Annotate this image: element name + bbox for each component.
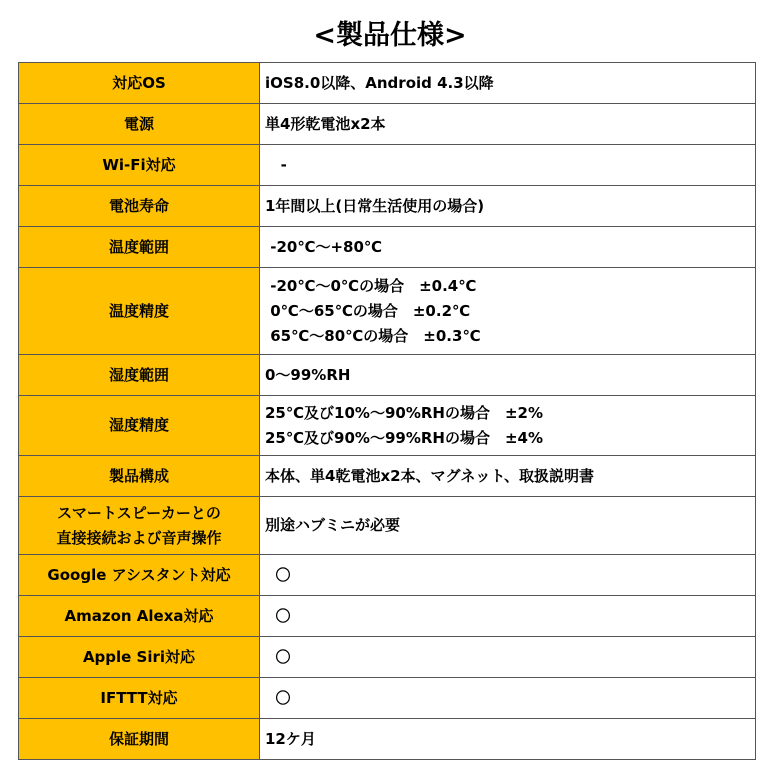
spec-label-os: 対応OS (19, 63, 260, 104)
spec-value-alexa: 〇 (260, 596, 756, 637)
spec-label-smart-speaker: スマートスピーカーとの 直接接続および音声操作 (19, 497, 260, 555)
spec-label-ifttt: IFTTT対応 (19, 678, 260, 719)
spec-label-temp-range: 温度範囲 (19, 227, 260, 268)
table-row (19, 637, 756, 678)
table-row (19, 596, 756, 637)
table-row (19, 396, 756, 456)
table-row (19, 227, 756, 268)
spec-value-temp-range: -20℃～+80℃ (260, 227, 756, 268)
table-row (19, 719, 756, 760)
spec-label-google-assistant: Google アシスタント対応 (19, 555, 260, 596)
spec-value-os: iOS8.0以降、Android 4.3以降 (260, 63, 756, 104)
spec-label-siri: Apple Siri対応 (19, 637, 260, 678)
spec-value-humidity-range: 0～99%RH (260, 355, 756, 396)
spec-label-alexa: Amazon Alexa対応 (19, 596, 260, 637)
table-row (19, 355, 756, 396)
spec-value-wifi: - (260, 145, 756, 186)
table-row (19, 268, 756, 355)
spec-table (18, 62, 756, 760)
spec-label-warranty: 保証期間 (19, 719, 260, 760)
spec-label-temp-accuracy: 温度精度 (19, 268, 260, 355)
table-row (19, 555, 756, 596)
spec-value-google-assistant: 〇 (260, 555, 756, 596)
spec-value-temp-accuracy: -20℃～0℃の場合 ±0.4℃ 0℃～65℃の場合 ±0.2℃ 65℃～80℃の場合 ±0.3℃ (260, 268, 756, 355)
spec-value-humidity-accuracy: 25℃及び10%～90%RHの場合 ±2% 25℃及び90%～99%RHの場合 ±4% (260, 396, 756, 456)
spec-value-battery-life: 1年間以上(日常生活使用の場合) (260, 186, 756, 227)
spec-label-wifi: Wi-Fi対応 (19, 145, 260, 186)
table-row (19, 104, 756, 145)
table-row (19, 456, 756, 497)
spec-label-battery-life: 電池寿命 (19, 186, 260, 227)
table-row (19, 63, 756, 104)
spec-label-power: 電源 (19, 104, 260, 145)
table-row (19, 186, 756, 227)
table-row (19, 497, 756, 555)
spec-label-humidity-range: 湿度範囲 (19, 355, 260, 396)
spec-value-contents: 本体、単4乾電池x2本、マグネット、取扱説明書 (260, 456, 756, 497)
spec-label-humidity-accuracy: 湿度精度 (19, 396, 260, 456)
table-row (19, 145, 756, 186)
spec-label-contents: 製品構成 (19, 456, 260, 497)
spec-value-smart-speaker: 別途ハブミニが必要 (260, 497, 756, 555)
spec-value-ifttt: 〇 (260, 678, 756, 719)
page-title: <製品仕様> (313, 20, 467, 51)
table-row (19, 678, 756, 719)
spec-value-warranty: 12ケ月 (260, 719, 756, 760)
spec-value-power: 単4形乾電池x2本 (260, 104, 756, 145)
spec-value-siri: 〇 (260, 637, 756, 678)
